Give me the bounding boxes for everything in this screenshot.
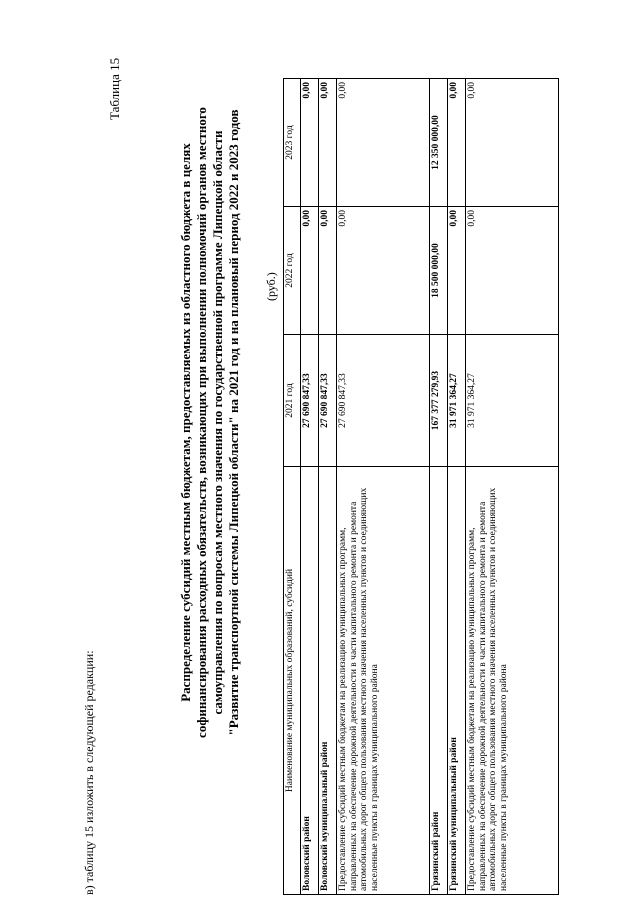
header-name: Наименование муниципальных образований, субсидий: [284, 467, 301, 895]
row-name: Предоставление субсидий местным бюджетам на реализацию муниципальных программ, направленных на обеспечение дорожной деятельности в части капитального ремонта и ремонта автомобильных дорог общего пользования местного значения населенных пунктов и соединяющих населенные пункты в границах муниципального района: [466, 467, 559, 895]
header-2022: 2022 год: [284, 207, 301, 335]
table-label: Таблица 15: [107, 57, 122, 120]
row-2023: 0,00: [301, 79, 319, 207]
table-row: [466, 79, 559, 895]
intro-text: в) таблицу 15 изложить в следующей редакции:: [82, 650, 96, 895]
row-name: Грязинский муниципальный район: [448, 467, 466, 895]
row-2022: 0,00: [448, 207, 466, 335]
table-row: [430, 79, 448, 895]
subsidy-table: [283, 78, 559, 895]
row-name: Воловский муниципальный район: [319, 467, 337, 895]
row-name: Предоставление субсидий местным бюджетам на реализацию муниципальных программ, направленных на обеспечение дорожной деятельности в части капитального ремонта и ремонта автомобильных дорог общего пользования местного значения населенных пунктов и соединяющих населенные пункты в границах муниципального района: [337, 467, 430, 895]
heading-line: Распределение субсидий местным бюджетам, предоставляемых из областного бюджета в целях: [178, 143, 193, 702]
row-2023: 0,00: [448, 79, 466, 207]
header-2021: 2021 год: [284, 335, 301, 467]
row-2021: 27 690 847,33: [301, 335, 319, 467]
row-name: Воловский район: [301, 467, 319, 895]
heading-line: "Развитие транспортной системы Липецкой области" на 2021 год и на плановый период 2022 и 2023 годов: [226, 109, 241, 736]
unit-label: (руб.): [264, 272, 278, 301]
table-header-row: [284, 79, 301, 895]
row-2022: 18 500 000,00: [430, 207, 448, 335]
row-2021: 167 377 279,93: [430, 335, 448, 467]
row-2021: 31 971 364,27: [466, 335, 559, 467]
table-row: [319, 79, 337, 895]
table-row: [301, 79, 319, 895]
row-2023: 0,00: [466, 79, 559, 207]
table-heading: [178, 105, 242, 740]
table-row: [337, 79, 430, 895]
row-2022: 0,00: [301, 207, 319, 335]
row-2021: 27 690 847,33: [319, 335, 337, 467]
heading-line: софинансирования расходных обязательств, возникающих при выполнении полномочий органов местного: [194, 107, 209, 738]
table-row: [448, 79, 466, 895]
row-2021: 31 971 364,27: [448, 335, 466, 467]
row-2021: 27 690 847,33: [337, 335, 430, 467]
row-2023: 0,00: [319, 79, 337, 207]
row-2023: 12 350 000,00: [430, 79, 448, 207]
heading-line: самоуправления по вопросам местного значения по государственной программе Липецкой области: [210, 130, 225, 715]
row-2022: 0,00: [466, 207, 559, 335]
row-2022: 0,00: [337, 207, 430, 335]
row-name: Грязинский район: [430, 467, 448, 895]
header-2023: 2023 год: [284, 79, 301, 207]
row-2022: 0,00: [319, 207, 337, 335]
row-2023: 0,00: [337, 79, 430, 207]
